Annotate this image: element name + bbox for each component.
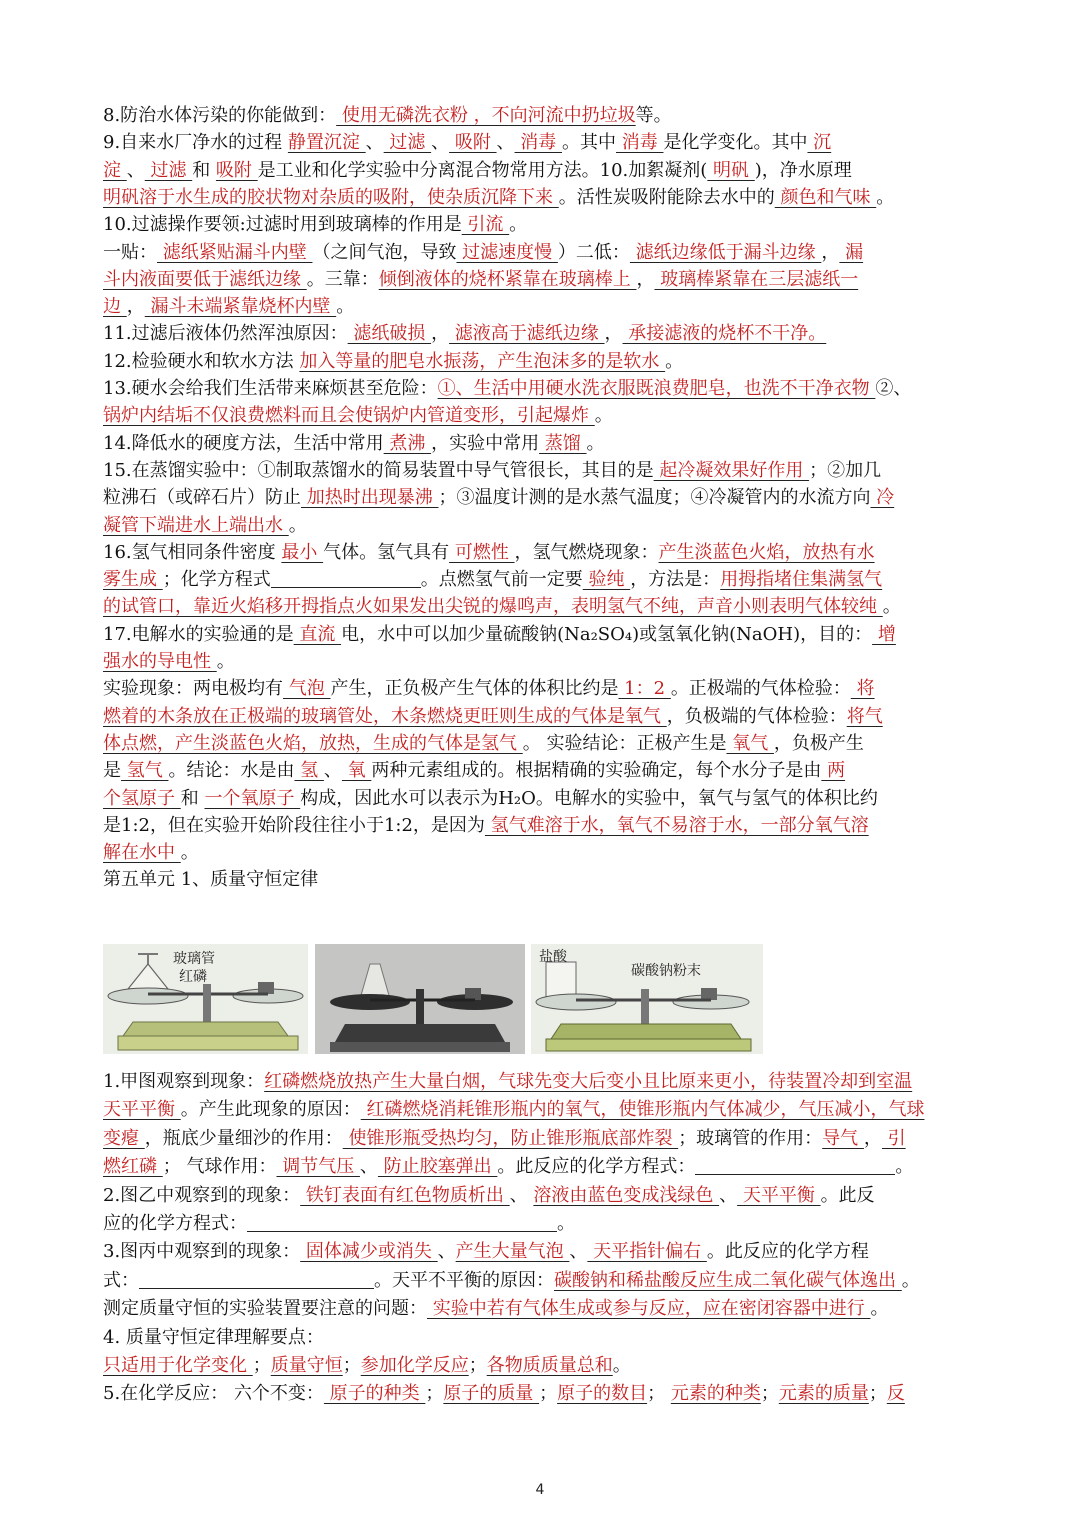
question-text: 。 xyxy=(557,1213,575,1234)
question-text: 。 xyxy=(876,186,895,208)
answer-text: 碳酸钠和稀盐酸反应生成二氧化碳气体逸出 xyxy=(554,1269,902,1291)
question-text: 5.在化学反应： 六个不变： xyxy=(103,1383,324,1405)
answer-text: 消毒 xyxy=(514,132,562,154)
answer-text: 气泡 xyxy=(283,678,331,700)
question-text: 、 xyxy=(719,1184,738,1206)
text-line xyxy=(103,1352,983,1379)
question-text: ，负极端的气体检验： xyxy=(666,705,847,727)
answer-text: 燃着的木条放在正极端的玻璃管处，木条燃烧更旺则生成的气体是氧气 xyxy=(103,705,667,727)
answer-text: 将 xyxy=(850,678,875,700)
answer-text: 静置沉淀 xyxy=(287,132,366,154)
question-text: 第五单元 1、质量守恒定律 xyxy=(103,869,319,891)
answer-text: 固体减少或消失 xyxy=(300,1241,438,1263)
answer-text: 引流 xyxy=(461,214,510,236)
answer-text: 明矾溶于水生成的胶状物对杂质的吸附，使杂质沉降下来 xyxy=(103,186,559,208)
question-text: 2.图乙中观察到的现象： xyxy=(103,1184,301,1206)
question-text: 。活性炭吸附能除去水中的 xyxy=(558,186,775,208)
text-line xyxy=(103,703,983,730)
text-line xyxy=(103,812,983,839)
answer-text: 过滤速度慢 xyxy=(456,241,558,263)
text-line xyxy=(103,621,983,648)
answer-text: 使用无磷洗衣粉 ，不向河流中扔垃圾 xyxy=(336,105,636,126)
question-text: 式： xyxy=(103,1269,139,1291)
question-text: ，实验中常用 xyxy=(431,432,540,454)
question-text: ， xyxy=(431,323,450,345)
page-number: 4 xyxy=(535,1482,545,1498)
question-text: 。 xyxy=(882,596,901,618)
answer-text: 冷 xyxy=(870,487,895,509)
figure-jia xyxy=(103,944,308,1054)
label-glass-tube: 玻璃管 xyxy=(173,951,215,967)
text-line xyxy=(103,157,983,184)
question-text: 和 xyxy=(192,159,216,181)
question-text: 。 xyxy=(612,1355,631,1376)
text-line xyxy=(103,1153,983,1180)
question-text: 电，水中可以加少量硫酸钠(Na₂SO₄)或氢氧化钠(NaOH)，目的： xyxy=(341,623,873,645)
text-line xyxy=(103,1324,983,1351)
answer-text: 强水的导电性 xyxy=(103,651,217,672)
text-line xyxy=(103,839,983,866)
text-line xyxy=(103,348,983,375)
answer-text: 体点燃，产生淡蓝色火焰，放热，生成的气体是氢气 xyxy=(103,732,523,754)
text-line xyxy=(103,239,983,266)
question-text: ）二低： xyxy=(557,241,630,263)
question-text: 产生，正负极产生气体的体积比约是 xyxy=(330,678,619,700)
text-line xyxy=(103,648,983,675)
text-line xyxy=(103,484,983,511)
text-line xyxy=(103,102,983,129)
question-text: ； xyxy=(539,1383,558,1405)
answer-text: 验纯 xyxy=(582,569,631,591)
answer-blank xyxy=(139,1270,374,1289)
question-text: 实验现象：两电极均有 xyxy=(103,678,283,700)
question-text: ，氢气燃烧现象： xyxy=(514,541,659,563)
answer-text: 原子的数目 xyxy=(557,1383,648,1405)
text-line xyxy=(103,757,983,784)
answer-text: ①、生活中用硬水洗衣服既浪费肥皂，也洗不干净衣物 xyxy=(437,378,876,399)
answer-text: 滤液高于滤纸边缘 xyxy=(449,323,605,345)
answer-text: 玻璃棒紧靠在三层滤纸一 xyxy=(654,268,859,290)
question-text: 是1:2，但在实验开始阶段往往小于1:2，是因为 xyxy=(103,814,485,836)
answer-text: 氢气难溶于水，氧气不易溶于水，一部分氧气溶 xyxy=(484,814,869,836)
question-text: 。正极端的气体检验： xyxy=(670,678,851,700)
answer-text: 元素的种类 xyxy=(670,1383,761,1405)
text-line xyxy=(103,1210,983,1237)
question-text: （之间气泡，导致 xyxy=(312,241,457,263)
question-text: ； xyxy=(468,1355,487,1376)
question-text: 11.过滤后液体仍然浑浊原因： xyxy=(103,323,348,345)
text-line xyxy=(103,320,983,347)
question-text: 。 xyxy=(870,1298,889,1320)
question-text: 10.过滤操作要领:过滤时用到玻璃棒的作用是 xyxy=(103,214,462,236)
question-text: 、 xyxy=(496,132,515,154)
question-text: 。 xyxy=(594,405,613,427)
answer-text: 倾倒液体的烧杯紧靠在玻璃棒上 xyxy=(378,268,637,290)
answer-text: 导气 xyxy=(822,1127,864,1149)
question-text: 、 xyxy=(323,760,342,782)
question-text: 。此反应的化学方程式： xyxy=(497,1156,696,1178)
answer-text: 煮沸 xyxy=(383,432,432,454)
answer-text: 天平指针偏右 xyxy=(587,1241,707,1263)
question-text: ； xyxy=(868,1383,887,1405)
answer-text: 滤纸边缘低于漏斗边缘 xyxy=(629,241,822,263)
label-hydrochloric-acid: 盐酸 xyxy=(539,949,567,965)
answer-text: 明矾 xyxy=(707,159,755,181)
question-text: 。 xyxy=(216,651,235,672)
answer-text: 消毒 xyxy=(616,132,664,154)
answer-text: 过滤 xyxy=(383,132,432,154)
text-line xyxy=(103,566,983,593)
text-line xyxy=(103,129,983,156)
text-line xyxy=(103,1125,983,1152)
text-line xyxy=(103,457,983,484)
answer-text: 加热时出现暴沸 xyxy=(301,487,439,509)
question-text: 粒沸石（或碎石片）防止 xyxy=(103,487,301,509)
answer-text: 雾生成 xyxy=(103,569,163,591)
text-line xyxy=(103,539,983,566)
question-text: 9.自来水厂净水的过程 xyxy=(103,132,288,154)
text-line xyxy=(103,512,983,539)
question-text: ， xyxy=(821,241,840,263)
answer-text: 原子的种类 xyxy=(323,1383,426,1405)
answer-text: 元素的质量 xyxy=(778,1383,869,1405)
question-text: 。点燃氢气前一定要 xyxy=(420,569,583,591)
question-text: 、 xyxy=(569,1241,588,1263)
answer-text: 最小 xyxy=(281,541,324,563)
question-text: 等。 xyxy=(635,105,672,126)
question-text: 。 xyxy=(288,514,307,536)
question-text: ； xyxy=(342,1355,361,1376)
label-red-phosphorus: 红磷 xyxy=(179,969,207,985)
answer-text: 滤纸紧贴漏斗内壁 xyxy=(157,241,313,263)
question-text: 。天平不平衡的原因： xyxy=(374,1269,554,1291)
text-line xyxy=(103,1267,983,1294)
question-text: 是化学变化。其中 xyxy=(663,132,808,154)
answer-text: 漏斗末端紧靠烧杯内壁 xyxy=(144,296,337,318)
question-text: 和 xyxy=(180,787,205,809)
question-text: 。 xyxy=(180,842,199,864)
answer-text: 质量守恒 xyxy=(270,1355,343,1376)
answer-text: 氢 xyxy=(294,760,324,782)
answer-text: 红磷燃烧放热产生大量白烟，气球先变大后变小且比原来更小，待装置冷却到室温 xyxy=(264,1071,913,1092)
question-text: 、 xyxy=(431,132,450,154)
question-text: 17.电解水的实验通的是 xyxy=(103,623,294,645)
question-text: 、 xyxy=(509,1184,534,1206)
answer-text: 实验中若有气体生成或参与反应，应在密闭容器中进行 xyxy=(427,1298,871,1320)
question-text: ；②加几 xyxy=(809,459,882,481)
text-line xyxy=(103,866,983,893)
text-line xyxy=(103,211,983,238)
question-text: 构成，因此水可以表示为H₂O。电解水的实验中，氧气与氢气的体积比约 xyxy=(300,787,878,809)
answer-text: 反 xyxy=(886,1383,905,1405)
question-text: 。三靠： xyxy=(306,268,379,290)
answer-text: 参加化学反应 xyxy=(360,1355,469,1376)
question-text: 3.图丙中观察到的现象： xyxy=(103,1241,301,1263)
answer-text: 天平平衡 xyxy=(103,1099,181,1121)
question-text: ；③温度计测的是水蒸气温度；④冷凝管内的水流方向 xyxy=(438,487,871,509)
question-text: ；玻璃管的作用： xyxy=(678,1127,823,1149)
text-line xyxy=(103,1096,983,1123)
answer-text: 氢气 xyxy=(121,760,169,782)
question-text: 气体。氢气具有 xyxy=(323,541,450,563)
question-text: 。 xyxy=(509,214,528,236)
question-text: )，净水原理 xyxy=(754,159,852,181)
answer-text: 边 xyxy=(103,296,127,318)
question-text: ； 气球作用： xyxy=(162,1156,277,1178)
answer-text: 起冷凝效果好作用 xyxy=(653,459,810,481)
question-text: 、 xyxy=(126,159,145,181)
question-text: 。 xyxy=(586,432,605,454)
answer-text: 使锥形瓶受热均匀，防止锥形瓶底部炸裂 xyxy=(342,1127,679,1149)
question-text: 13.硬水会给我们生活带来麻烦甚至危险： xyxy=(103,378,438,399)
text-line xyxy=(103,184,983,211)
answer-text: 1：2 xyxy=(618,678,671,700)
question-text: ； xyxy=(647,1383,671,1405)
answer-text: 吸附 xyxy=(215,159,258,181)
answer-text: 淀 xyxy=(103,159,127,181)
question-text: 。结论：水是由 xyxy=(168,760,295,782)
text-line xyxy=(103,1068,983,1095)
question-text: 两种元素组成的。根据精确的实验确定，每个水分子是由 xyxy=(371,760,822,782)
answer-text: 增 xyxy=(872,623,896,645)
answer-text: 斗内液面要低于滤纸边缘 xyxy=(103,268,307,290)
answer-text: 加入等量的肥皂水振荡，产生泡沫多的是软水 xyxy=(299,350,666,372)
label-sodium-carbonate: 碳酸钠粉末 xyxy=(631,963,701,979)
answer-blank xyxy=(695,1156,895,1175)
answer-blank xyxy=(271,569,421,588)
figure-bing xyxy=(531,944,763,1054)
question-text: 15.在蒸馏实验中：①制取蒸馏水的简易装置中导气管很长，其目的是 xyxy=(103,459,654,481)
balance-iron-illustration xyxy=(315,944,525,1054)
answer-text: 引 xyxy=(881,1127,906,1149)
answer-text: 蒸馏 xyxy=(539,432,587,454)
text-line xyxy=(103,1182,983,1209)
answer-text: 红磷燃烧消耗锥形瓶内的氧气，使锥形瓶内气体减少，气压减小，气球 xyxy=(360,1099,925,1121)
answer-text: 漏 xyxy=(839,241,864,263)
question-text: 。其中 xyxy=(562,132,616,154)
question-text: 。 xyxy=(336,296,355,318)
answer-text: 铁钉表面有红色物质析出 xyxy=(300,1184,510,1206)
answer-text: 承接滤液的烧杯不干净。 xyxy=(622,323,827,345)
answer-text: 只适用于化学变化 xyxy=(103,1355,253,1376)
question-text: 4. 质量守恒定律理解要点： xyxy=(103,1326,324,1348)
question-text: ，瓶底少量细沙的作用： xyxy=(144,1127,343,1149)
text-line xyxy=(103,1295,983,1322)
answer-text: 的试管口，靠近火焰移开拇指点火如果发出尖锐的爆鸣声，表明氢气不纯，声音小则表明气体较纯 xyxy=(103,596,883,618)
question-text: ，负极产生 xyxy=(773,732,864,754)
question-text: 一贴： xyxy=(103,241,157,263)
question-text: 16.氢气相同条件密度 xyxy=(103,541,282,563)
question-text: 12.检验硬水和软水方法 xyxy=(103,350,300,372)
answer-text: 溶液由蓝色变成浅绿色 xyxy=(533,1184,720,1206)
answer-text: 氧 xyxy=(341,760,372,782)
question-text: 、 xyxy=(437,1241,456,1263)
question-text: ， xyxy=(636,268,655,290)
answer-text: 过滤 xyxy=(144,159,193,181)
question-text: 是工业和化学实验中分离混合物常用方法。10.加絮凝剂( xyxy=(257,159,708,181)
question-text: 。产生此现象的原因： xyxy=(180,1099,361,1121)
answer-text: 产生大量气泡 xyxy=(455,1241,570,1263)
answer-text: 天平平衡 xyxy=(737,1184,821,1206)
question-text: ；化学方程式 xyxy=(162,569,271,591)
answer-text: 氧气 xyxy=(726,732,774,754)
answer-text: 防止胶塞弹出 xyxy=(377,1156,498,1178)
answer-blank xyxy=(247,1213,557,1232)
question-text: 1.甲图观察到现象： xyxy=(103,1071,265,1092)
answer-text: 变瘪 xyxy=(103,1127,145,1149)
answer-text: 凝管下端进水上端出水 xyxy=(103,514,289,536)
question-text: ； xyxy=(760,1383,779,1405)
question-text: 14.降低水的硬度方法，生活中常用 xyxy=(103,432,384,454)
answer-text: 个氢原子 xyxy=(103,787,181,809)
question-text: 应的化学方程式： xyxy=(103,1213,247,1234)
text-line xyxy=(103,266,983,293)
question-text: 。 实验结论：正极产生是 xyxy=(522,732,727,754)
question-text: ； xyxy=(252,1355,271,1376)
question-text: ②、 xyxy=(875,378,912,399)
answer-text: 滤纸破损 xyxy=(347,323,432,345)
question-text: 。 xyxy=(895,1156,914,1178)
question-text: 、 xyxy=(359,1156,378,1178)
text-line xyxy=(103,785,983,812)
answer-text: 产生淡蓝色火焰，放热有水 xyxy=(658,541,875,563)
text-line xyxy=(103,675,983,702)
answer-text: 一个氧原子 xyxy=(204,787,301,809)
answer-text: 吸附 xyxy=(449,132,497,154)
answer-text: 颜色和气味 xyxy=(774,186,877,208)
answer-text: 调节气压 xyxy=(276,1156,360,1178)
question-text: 测定质量守恒的实验装置要注意的问题： xyxy=(103,1298,427,1320)
text-line xyxy=(103,430,983,457)
answer-text: 各物质质量总和 xyxy=(486,1355,613,1376)
text-line xyxy=(103,375,983,402)
question-text: 。此反应的化学方程 xyxy=(706,1241,869,1263)
answer-text: 将气 xyxy=(846,705,883,727)
answer-text: 解在水中 xyxy=(103,842,181,864)
answer-text: 原子的质量 xyxy=(443,1383,540,1405)
text-line xyxy=(103,402,983,429)
question-text: ， xyxy=(604,323,623,345)
question-text: ，方法是： xyxy=(630,569,721,591)
text-line xyxy=(103,593,983,620)
question-text: 。 xyxy=(901,1269,920,1291)
text-line xyxy=(103,730,983,757)
text-line xyxy=(103,1380,983,1407)
answer-text: 沉 xyxy=(807,132,832,154)
answer-text: 直流 xyxy=(293,623,342,645)
question-text: 、 xyxy=(365,132,384,154)
answer-text: 燃红磷 xyxy=(103,1156,163,1178)
question-text: 8.防治水体污染的你能做到： xyxy=(103,105,337,126)
question-text: 。此反 xyxy=(820,1184,875,1206)
answer-text: 两 xyxy=(821,760,846,782)
text-line xyxy=(103,293,983,320)
question-text: ， xyxy=(863,1127,882,1149)
question-text: ； xyxy=(425,1383,444,1405)
answer-text: 可燃性 xyxy=(449,541,515,563)
question-text: ， xyxy=(126,296,145,318)
answer-text: 锅炉内结垢不仅浪费燃料而且会使锅炉内管道变形，引起爆炸 xyxy=(103,405,595,427)
text-line xyxy=(103,1238,983,1265)
question-text: 是 xyxy=(103,760,121,782)
figure-yi xyxy=(315,944,525,1054)
question-text: 。 xyxy=(665,350,684,372)
answer-text: 用拇指堵住集满氢气 xyxy=(720,569,883,591)
